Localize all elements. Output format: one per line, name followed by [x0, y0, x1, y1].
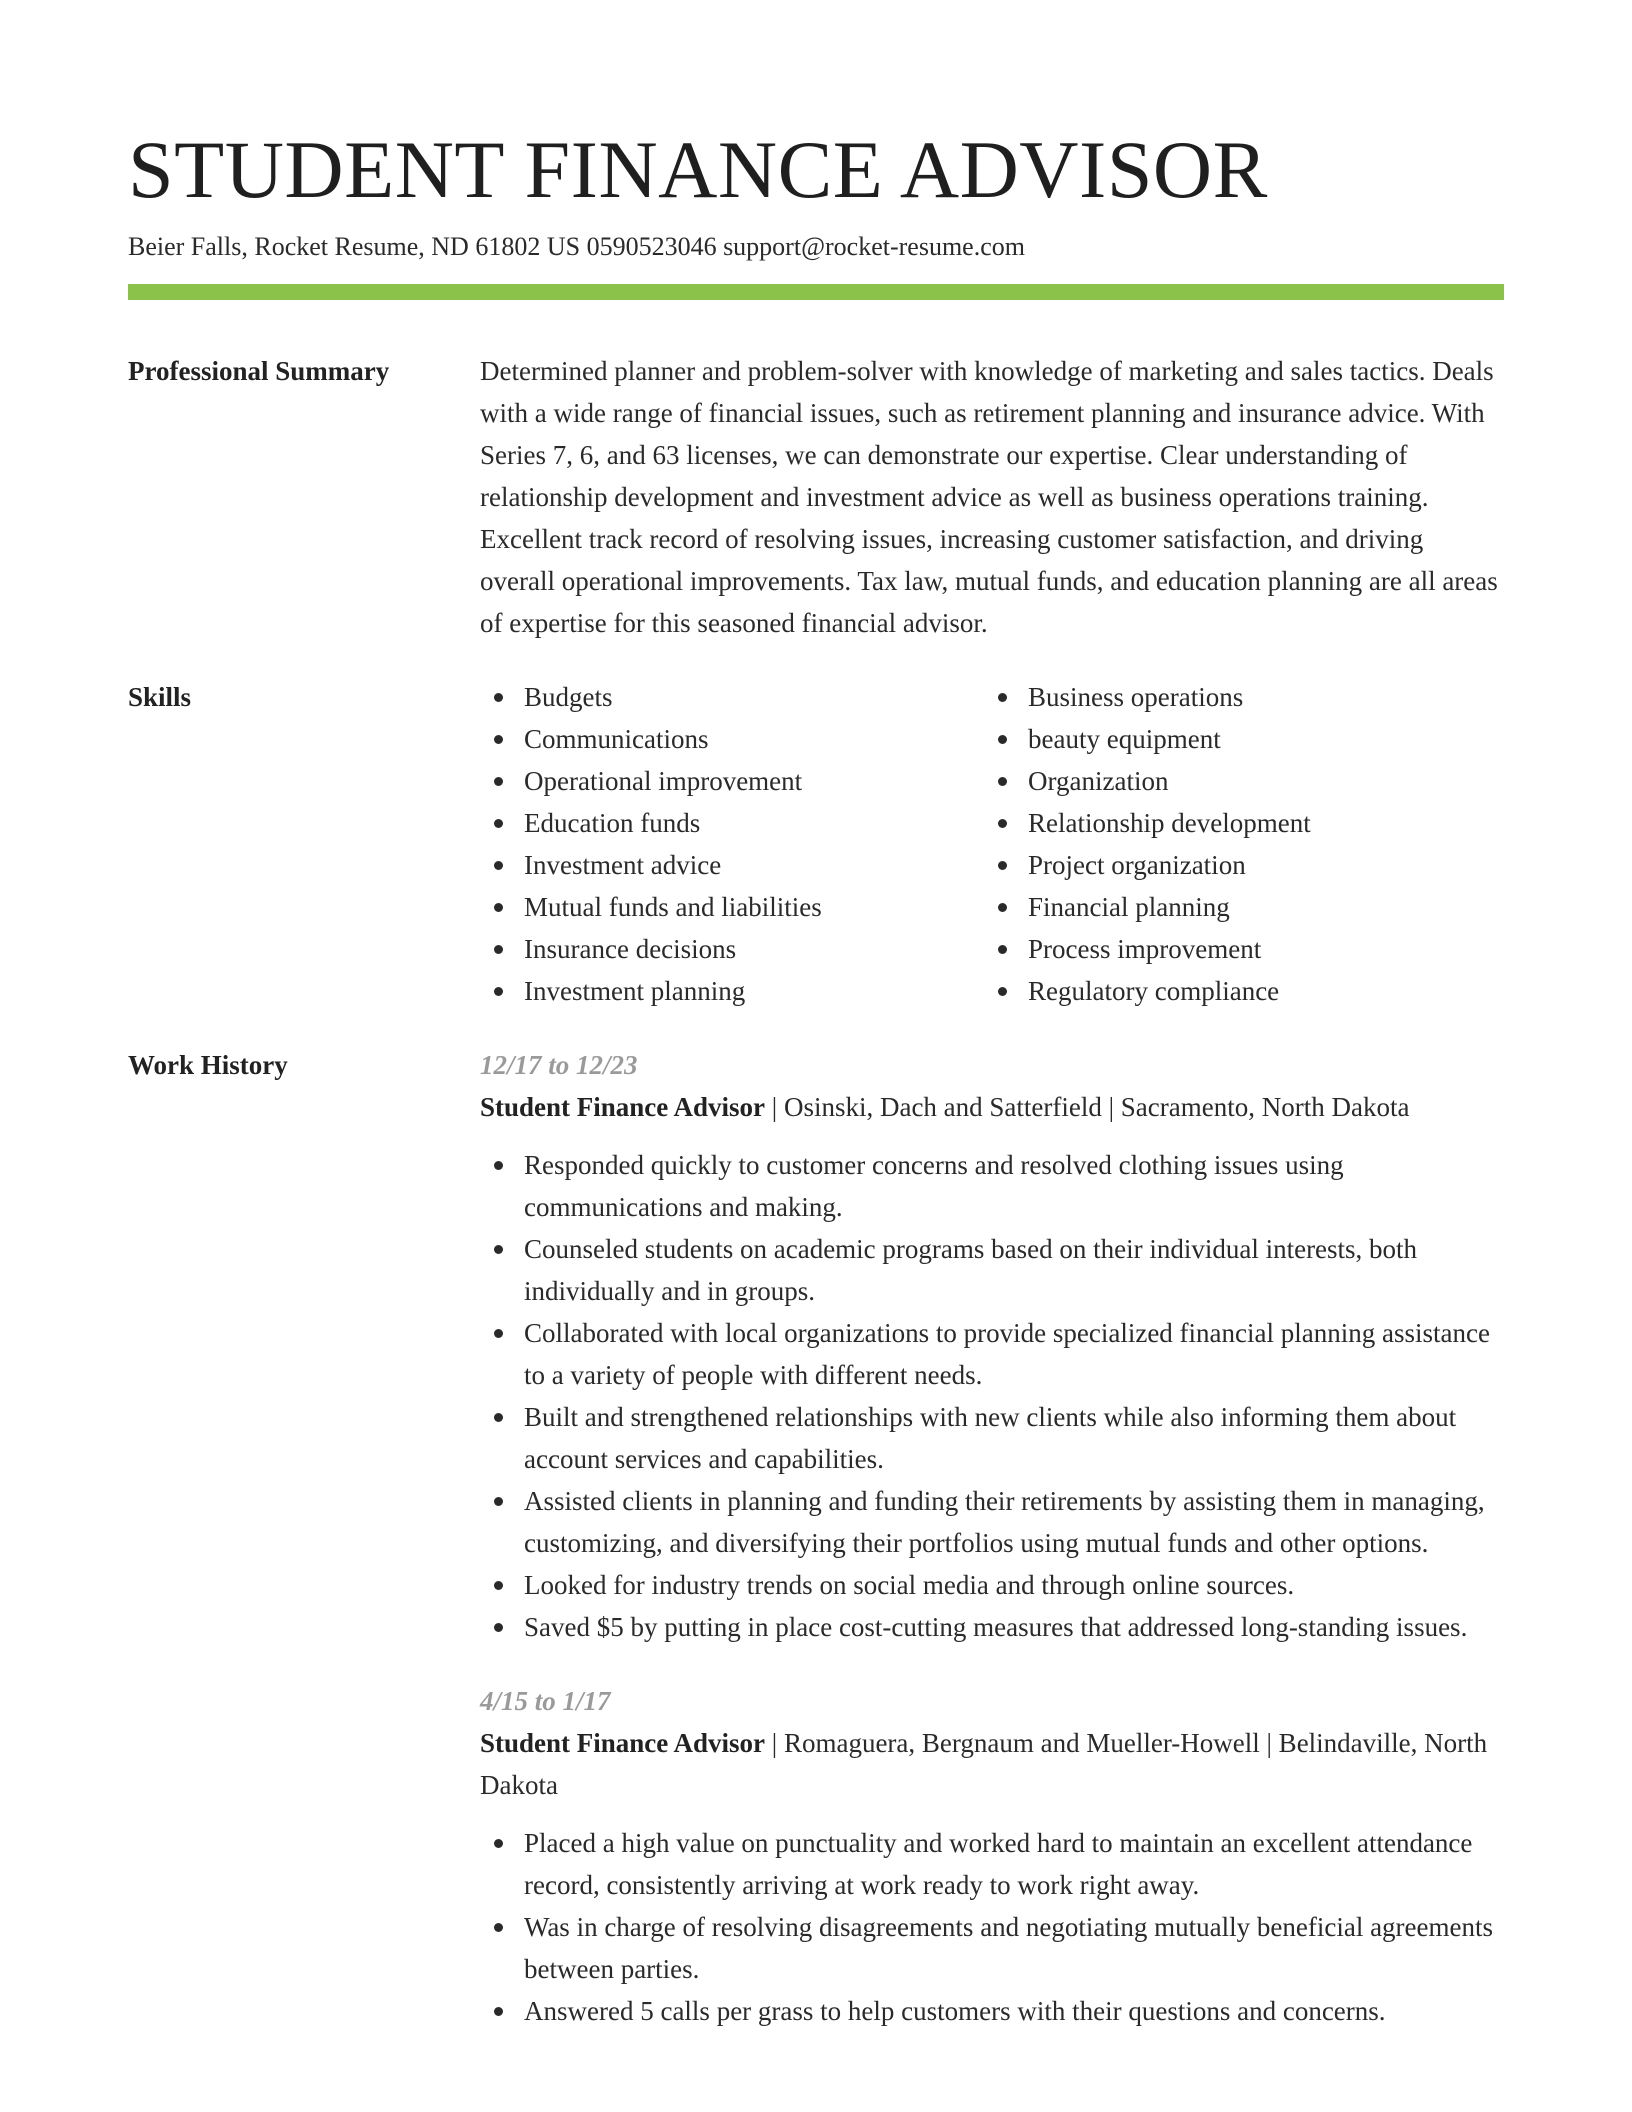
job-bullet: Built and strengthened relationships with new clients while also informing them about account services and capabilities. — [480, 1396, 1504, 1480]
skill-item: Business operations — [984, 676, 1488, 718]
job-bullet: Saved $5 by putting in place cost-cutting measures that addressed long-standing issues. — [480, 1606, 1504, 1648]
job-heading — [480, 1722, 1504, 1806]
section-label-work: Work History — [128, 1050, 288, 1080]
skill-item: Process improvement — [984, 928, 1488, 970]
skills-list-left — [480, 676, 984, 1012]
summary-text: Determined planner and problem-solver with knowledge of marketing and sales tactics. Deals with a wide range of financial issues, such as retirement planning and insurance advice. With Series 7, 6, and 63 licenses, we can demonstrate our expertise. Clear understanding of relationship development and investment advice as well as business operations training. Excellent track record of resolving issues, increasing customer satisfaction, and driving overall operational improvements. Tax law, mutual funds, and education planning are all areas of expertise for this seasoned financial advisor. — [480, 356, 1498, 638]
contact-line: Beier Falls, Rocket Resume, ND 61802 US 0590523046 support@rocket-resume.com — [128, 232, 1025, 261]
job-bullet: Collaborated with local organizations to provide specialized financial planning assistance to a variety of people with different needs. — [480, 1312, 1504, 1396]
job-entry — [480, 1680, 1504, 2032]
skill-item: Operational improvement — [480, 760, 984, 802]
job-bullet: Responded quickly to customer concerns and resolved clothing issues using communications and making. — [480, 1144, 1504, 1228]
skills-section — [128, 676, 1504, 1012]
resume-page — [128, 118, 1504, 2032]
job-bullet: Placed a high value on punctuality and worked hard to maintain an excellent attendance record, consistently arriving at work ready to work right away. — [480, 1822, 1504, 1906]
job-dates: 12/17 to 12/23 — [480, 1050, 638, 1080]
skill-item: Relationship development — [984, 802, 1488, 844]
skill-item: Organization — [984, 760, 1488, 802]
skill-item: Investment planning — [480, 970, 984, 1012]
job-heading — [480, 1086, 1504, 1128]
skill-item: Financial planning — [984, 886, 1488, 928]
job-bullet: Answered 5 calls per grass to help customers with their questions and concerns. — [480, 1990, 1504, 2032]
skill-item: Project organization — [984, 844, 1488, 886]
job-title: Student Finance Advisor — [480, 1092, 766, 1122]
skill-item: Investment advice — [480, 844, 984, 886]
skill-item: beauty equipment — [984, 718, 1488, 760]
job-bullet-list — [480, 1822, 1504, 2032]
accent-divider — [128, 284, 1504, 300]
resume-header — [128, 118, 1504, 300]
job-bullet: Assisted clients in planning and funding their retirements by assisting them in managing, customizing, and diversifying their portfolios using mutual funds and other options. — [480, 1480, 1504, 1564]
job-bullet-list — [480, 1144, 1504, 1648]
summary-section — [128, 350, 1504, 644]
job-details: | Romaguera, Bergnaum and Mueller-Howell | Belindaville, North Dakota — [480, 1728, 1488, 1800]
skill-item: Insurance decisions — [480, 928, 984, 970]
section-label-summary: Professional Summary — [128, 356, 390, 386]
candidate-name: STUDENT FINANCE ADVISOR — [128, 124, 1268, 215]
section-label-skills: Skills — [128, 682, 192, 712]
job-dates: 4/15 to 1/17 — [480, 1686, 611, 1716]
job-bullet: Was in charge of resolving disagreements and negotiating mutually beneficial agreements between parties. — [480, 1906, 1504, 1990]
skill-item: Budgets — [480, 676, 984, 718]
work-history-section — [128, 1044, 1504, 2032]
skill-item: Education funds — [480, 802, 984, 844]
skill-item: Regulatory compliance — [984, 970, 1488, 1012]
skills-list-right — [984, 676, 1488, 1012]
job-title: Student Finance Advisor — [480, 1728, 766, 1758]
skill-item: Mutual funds and liabilities — [480, 886, 984, 928]
skill-item: Communications — [480, 718, 984, 760]
job-bullet: Counseled students on academic programs based on their individual interests, both individually and in groups. — [480, 1228, 1504, 1312]
job-entry — [480, 1044, 1504, 1648]
job-bullet: Looked for industry trends on social media and through online sources. — [480, 1564, 1504, 1606]
job-details: | Osinski, Dach and Satterfield | Sacramento, North Dakota — [765, 1092, 1410, 1122]
